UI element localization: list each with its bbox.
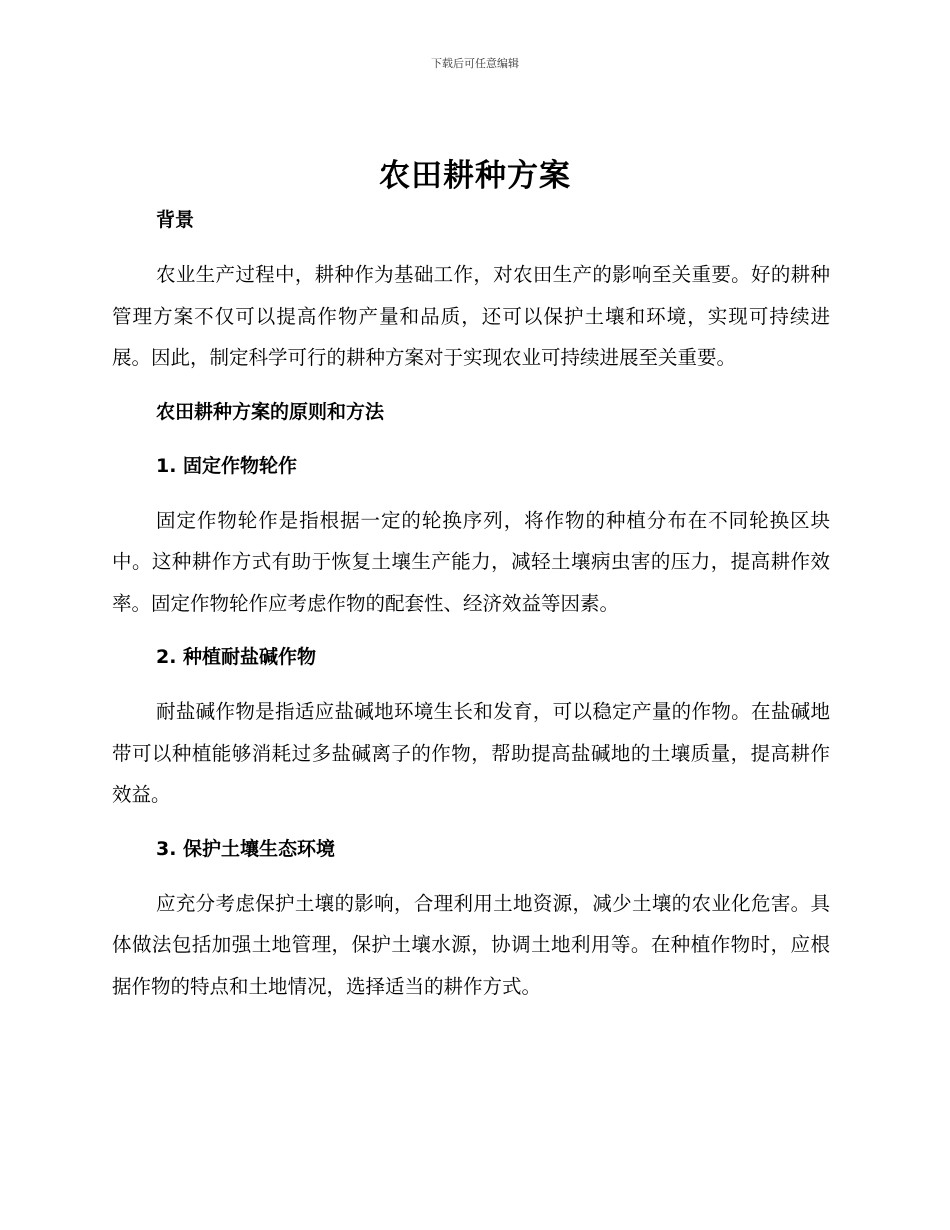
paragraph-item-1: 固定作物轮作是指根据一定的轮换序列，将作物的种植分布在不同轮换区块中。这种耕作方式有助于恢复土壤生产能力，减轻土壤病虫害的压力，提高耕作效率。固定作物轮作应考虑作物的配套性、经济效益等因素。 <box>112 508 830 615</box>
paragraph-background: 农业生产过程中，耕种作为基础工作，对农田生产的影响至关重要。好的耕种管理方案不仅可以提高作物产量和品质，还可以保护土壤和环境，实现可持续进展。因此，制定科学可行的耕种方案对于实现农业可持续进展至关重要。 <box>112 263 830 369</box>
section-heading-background: 背景 <box>156 209 195 231</box>
paragraph-item-3: 应充分考虑保护土壤的影响，合理利用土地资源，减少土壤的农业化危害。具体做法包括加强土地管理，保护土壤水源，协调土地利用等。在种植作物时，应根据作物的特点和土地情况，选择适当的耕作方式。 <box>112 891 830 998</box>
subheading-item-2: 2. 种植耐盐碱作物 <box>156 646 317 668</box>
section-heading-principles: 农田耕种方案的原则和方法 <box>156 400 385 423</box>
subheading-item-3: 3. 保护土壤生态环境 <box>156 837 336 860</box>
document-body <box>112 200 830 1007</box>
document-title: 农田耕种方案 <box>379 158 571 194</box>
paragraph-item-2: 耐盐碱作物是指适应盐碱地环境生长和发育，可以稳定产量的作物。在盐碱地带可以种植能够消耗过多盐碱离子的作物，帮助提高盐碱地的土壤质量，提高耕作效益。 <box>112 700 830 806</box>
subheading-item-1: 1. 固定作物轮作 <box>156 454 298 477</box>
header-note: 下载后可任意编辑 <box>431 57 519 70</box>
